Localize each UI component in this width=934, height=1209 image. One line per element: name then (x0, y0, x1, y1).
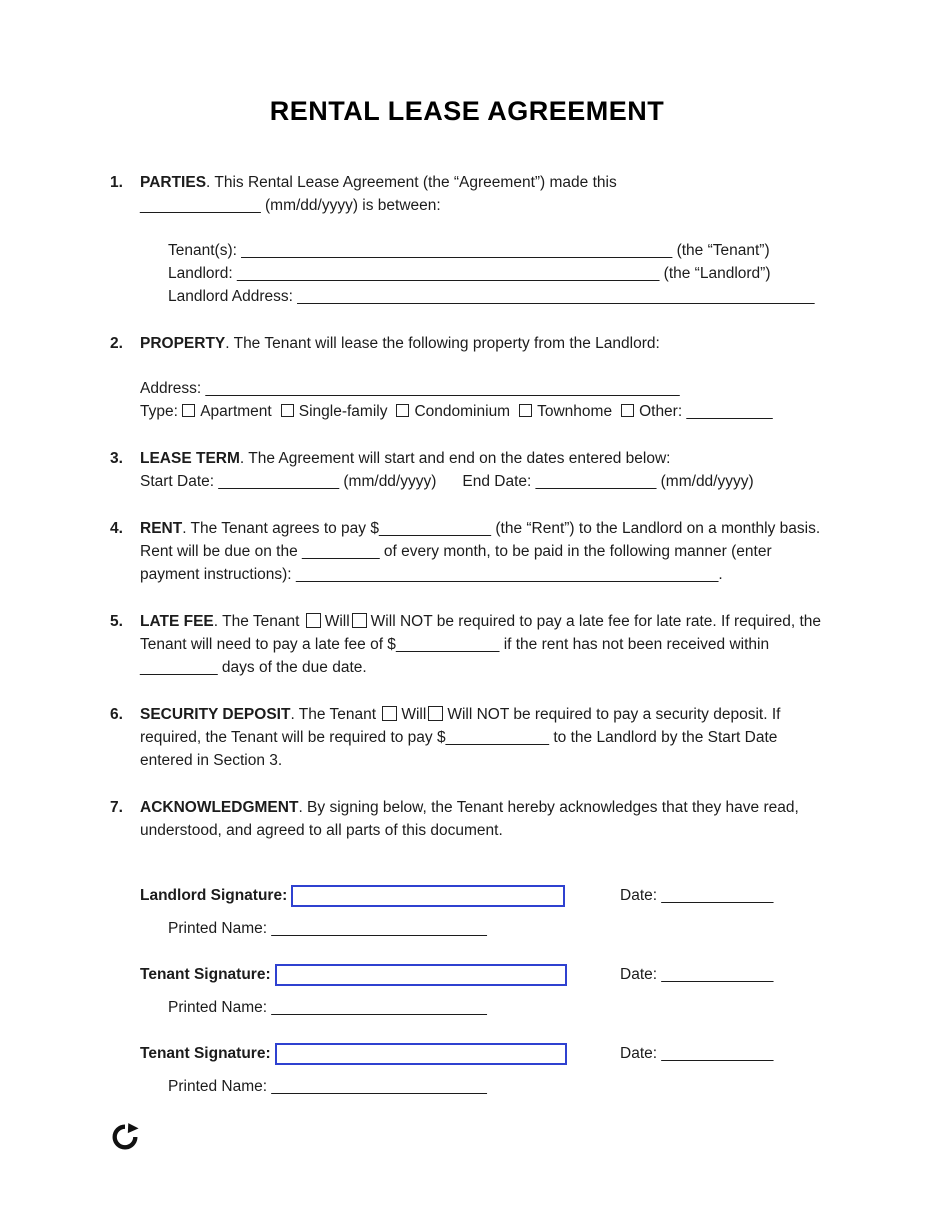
tenant-suffix: (the “Tenant”) (672, 242, 770, 259)
start-date-label: Start Date: (140, 473, 219, 490)
checkbox-deposit-will-icon[interactable] (382, 706, 397, 721)
landlord-address-label: Landlord Address: (168, 288, 298, 305)
tenant-printed-name-blank-1: _________________________ (271, 999, 487, 1016)
tenant-signature-row-2 (140, 1042, 824, 1066)
section-late-fee (110, 610, 824, 679)
tenant-signature-label: Tenant Signature: (140, 1045, 271, 1062)
checkbox-single-family-icon[interactable] (281, 404, 294, 417)
tenant-signature-label: Tenant Signature: (140, 966, 271, 983)
tenant-label: Tenant(s): (168, 242, 242, 259)
section-number: 1. (110, 174, 123, 191)
tenant-name-blank: __________________________________________________ (241, 242, 673, 259)
printed-name-label: Printed Name: (168, 920, 272, 937)
section-text: to the Landlord by the Start Date entered in Section 3. (140, 729, 778, 769)
landlord-name-blank: _________________________________________________ (236, 265, 660, 282)
section-text: . By signing below, the Tenant hereby acknowledges that they have read, understood, and agreed to all parts of this document. (140, 799, 799, 839)
checkbox-late-fee-will-icon[interactable] (306, 613, 321, 628)
deposit-will-not-label: Will NOT (447, 706, 510, 723)
section-text: days of the due date. (217, 659, 367, 676)
section-heading: PROPERTY (140, 335, 226, 352)
tenant-signature-field-2[interactable] (275, 1043, 567, 1065)
late-fee-will-label: Will (324, 613, 350, 630)
page-title: RENTAL LEASE AGREEMENT (269, 96, 665, 126)
section-heading: LEASE TERM (140, 450, 240, 467)
section-number: 7. (110, 799, 123, 816)
payment-instructions-blank: _________________________________________________ (295, 566, 719, 583)
deposit-will-label: Will (401, 706, 427, 723)
end-date-format: (mm/dd/yyyy) (656, 473, 754, 490)
tenant-printed-name-blank-2: _________________________ (271, 1078, 487, 1095)
section-acknowledgment (110, 796, 824, 1121)
option-other-label: Other: (639, 403, 687, 420)
tenant-signature-field-1[interactable] (275, 964, 567, 986)
checkbox-late-fee-will-not-icon[interactable] (352, 613, 367, 628)
section-text: (mm/dd/yyyy) is between: (260, 197, 441, 214)
landlord-signature-row (140, 884, 824, 908)
checkbox-condominium-icon[interactable] (396, 404, 409, 417)
section-text: if the rent has not been received within (499, 636, 770, 653)
checkbox-deposit-will-not-icon[interactable] (428, 706, 443, 721)
section-property (110, 332, 824, 423)
section-text: be required to pay a security deposit. If required, the Tenant will be required to pay $ (140, 706, 781, 746)
section-heading: ACKNOWLEDGMENT (140, 799, 299, 816)
section-text: . (718, 566, 723, 583)
landlord-printed-name-blank: _________________________ (271, 920, 487, 937)
deposit-amount-blank: ____________ (445, 729, 550, 746)
property-type-label: Type: (140, 403, 183, 420)
landlord-date-blank: _____________ (661, 887, 774, 904)
other-type-blank: __________ (686, 403, 773, 420)
checkbox-townhome-icon[interactable] (519, 404, 532, 417)
section-text: . The Tenant agrees to pay $ (182, 520, 379, 537)
section-text: (the “Rent”) to the Landlord on a monthly basis. Rent will be due on the (140, 520, 821, 560)
landlord-signature-field[interactable] (291, 885, 565, 907)
section-number: 3. (110, 450, 123, 467)
section-heading: SECURITY DEPOSIT (140, 706, 291, 723)
section-heading: PARTIES (140, 174, 207, 191)
section-text: of every month, to be paid in the following manner (enter payment instructions): (140, 543, 772, 583)
date-label: Date: (620, 966, 662, 983)
section-text: . This Rental Lease Agreement (the “Agreement”) made this (206, 174, 617, 191)
due-day-blank: _________ (302, 543, 380, 560)
end-date-blank: ______________ (535, 473, 657, 490)
tenant-date-blank-2: _____________ (661, 1045, 774, 1062)
made-date-blank: ______________ (140, 197, 261, 214)
signature-block (140, 884, 824, 1098)
section-parties (110, 171, 824, 308)
section-text: . The Agreement will start and end on the dates entered below: (239, 450, 671, 467)
option-single-family: Single-family (298, 403, 388, 420)
section-heading: RENT (140, 520, 183, 537)
section-number: 6. (110, 706, 123, 723)
start-date-format: (mm/dd/yyyy) (339, 473, 437, 490)
end-date-label: End Date: (462, 473, 536, 490)
property-address-blank: _______________________________________________________ (205, 380, 680, 397)
section-text: . The Tenant (213, 613, 304, 630)
section-text: . The Tenant (290, 706, 381, 723)
section-lease-term (110, 447, 824, 493)
rent-amount-blank: _____________ (378, 520, 492, 537)
tenant-printed-name-line-1 (168, 996, 824, 1019)
section-number: 2. (110, 335, 123, 352)
option-apartment: Apartment (200, 403, 272, 420)
printed-name-label: Printed Name: (168, 999, 272, 1016)
section-text: . The Tenant will lease the following property from the Landlord: (225, 335, 660, 352)
section-number: 4. (110, 520, 123, 537)
late-fee-will-not-label: Will NOT (370, 613, 433, 630)
landlord-suffix: (the “Landlord”) (659, 265, 771, 282)
option-condominium: Condominium (414, 403, 511, 420)
start-date-blank: ______________ (218, 473, 340, 490)
landlord-printed-name-line (168, 917, 824, 940)
printed-name-label: Printed Name: (168, 1078, 272, 1095)
landlord-address-blank: ____________________________________________________________ (297, 288, 815, 305)
tenant-printed-name-line-2 (168, 1075, 824, 1098)
section-rent (110, 517, 824, 586)
checkbox-apartment-icon[interactable] (182, 404, 195, 417)
tenant-date-blank-1: _____________ (661, 966, 774, 983)
option-townhome: Townhome (537, 403, 613, 420)
section-text: be required to pay a late fee for late rate. If required, the Tenant will need to pay a late fee of $ (140, 613, 821, 653)
date-label: Date: (620, 1045, 662, 1062)
section-heading: LATE FEE (140, 613, 214, 630)
tenant-signature-row-1 (140, 963, 824, 987)
date-label: Date: (620, 887, 662, 904)
landlord-label: Landlord: (168, 265, 237, 282)
checkbox-other-icon[interactable] (621, 404, 634, 417)
section-number: 5. (110, 613, 123, 630)
section-security-deposit (110, 703, 824, 772)
circular-arrow-logo-icon (110, 1122, 140, 1152)
landlord-signature-label: Landlord Signature: (140, 887, 288, 904)
late-fee-days-blank: _________ (140, 659, 218, 676)
late-fee-amount-blank: ____________ (395, 636, 500, 653)
property-address-label: Address: (140, 380, 206, 397)
